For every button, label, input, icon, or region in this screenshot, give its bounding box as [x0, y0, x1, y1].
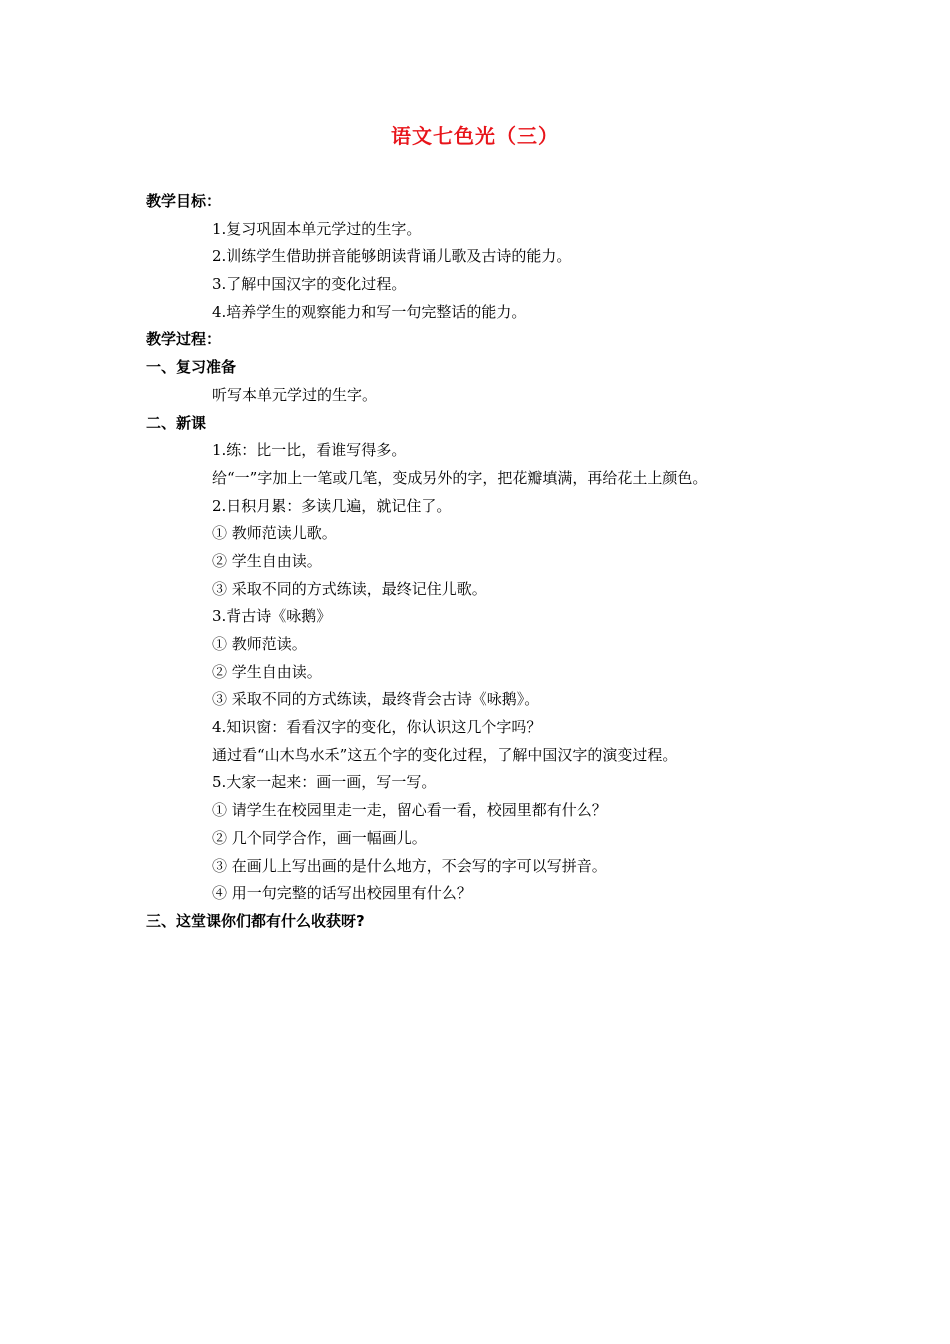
section-heading-new-lesson: 二、新课 [146, 413, 207, 432]
section-line: ④ 用一句完整的话写出校园里有什么？ [212, 884, 472, 903]
section-line: ③ 采取不同的方式练读，最终背会古诗《咏鹅》。 [212, 690, 540, 709]
page-title: 语文七色光（三） [391, 124, 559, 148]
section-line: ③ 采取不同的方式练读，最终记住儿歌。 [212, 579, 487, 598]
section-line: 给“一”字加上一笔或几笔，变成另外的字，把花瓣填满，再给花土上颜色。 [212, 468, 708, 487]
section-heading-review: 一、复习准备 [146, 358, 237, 377]
section-line: 5.大家一起来：画一画，写一写。 [212, 773, 437, 792]
section-line: 3.背古诗《咏鹅》 [212, 607, 332, 626]
process-heading: 教学过程： [146, 330, 222, 349]
section-heading-summary: 三、这堂课你们都有什么收获呀? [146, 911, 365, 930]
section-line: 听写本单元学过的生字。 [212, 385, 378, 404]
section-line: ② 学生自由读。 [212, 662, 322, 681]
section-line: 1.练：比一比，看谁写得多。 [212, 441, 407, 460]
goal-item: 3.了解中国汉字的变化过程。 [212, 275, 407, 294]
section-line: ① 请学生在校园里走一走，留心看一看，校园里都有什么？ [212, 801, 607, 820]
section-line: ① 教师范读。 [212, 635, 307, 653]
section-line: ② 几个同学合作，画一幅画儿。 [212, 828, 427, 847]
goal-item: 2.训练学生借助拼音能够朗读背诵儿歌及古诗的能力。 [212, 247, 572, 266]
section-line: 4.知识窗：看看汉字的变化，你认识这几个字吗？ [212, 718, 542, 737]
section-line: ② 学生自由读。 [212, 551, 322, 570]
goals-heading: 教学目标： [146, 192, 222, 210]
section-line: ① 教师范读儿歌。 [212, 524, 337, 543]
document-body [146, 188, 866, 936]
section-line: 通过看“山木鸟水禾”这五个字的变化过程，了解中国汉字的演变过程。 [212, 745, 678, 764]
section-line: ③ 在画儿上写出画的是什么地方，不会写的字可以写拼音。 [212, 856, 607, 875]
goal-item: 1.复习巩固本单元学过的生字。 [212, 219, 422, 238]
section-line: 2.日积月累：多读几遍，就记住了。 [212, 496, 452, 515]
goal-item: 4.培养学生的观察能力和写一句完整话的能力。 [212, 302, 527, 321]
